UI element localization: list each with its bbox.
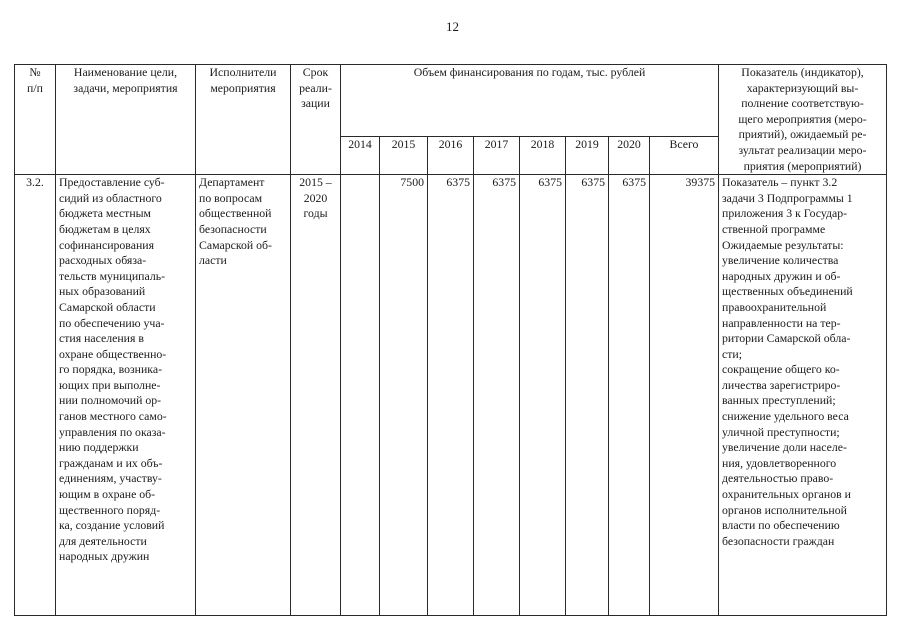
funding-value-2015: 7500 (380, 175, 428, 616)
funding-value-2016: 6375 (428, 175, 474, 616)
page-number: 12 (446, 19, 459, 34)
year-header: 2018 (520, 136, 566, 174)
table-row (15, 175, 887, 616)
year-header: 2020 (609, 136, 650, 174)
header-name: Наименование цели, задачи, мероприятия (56, 65, 196, 175)
header-row (15, 65, 887, 137)
year-header: 2014 (341, 136, 380, 174)
measure-name: Предоставление суб- сидий из областного бюджета местным бюджетам в целях софинансирования расходных обяза- тельств муниципаль- ных образований Самарской области по обеспечению уча- стия населения в охране общественно- го порядка, возника- ющих при выполне- нии полномочий ор- ганов местного само- управления по оказа- нию поддержки гражданам и их объ- единениям, участву- ющим в охране об- щественного поряд- ка, создание условий для деятельности народных дружин (56, 175, 196, 616)
year-header: 2016 (428, 136, 474, 174)
header-num: № п/п (15, 65, 56, 175)
header-funding: Объем финансирования по годам, тыс. рублей (341, 65, 719, 137)
funding-value-total: 39375 (650, 175, 719, 616)
header-term: Срок реали- зации (291, 65, 341, 175)
measure-indicator: Показатель – пункт 3.2 задачи 3 Подпрограммы 1 приложения 3 к Государ- ственной программе Ожидаемые результаты: увеличение количества народных дружин и об- щественных объединений правоохранительной направленности на тер- ритории Самарской обла- сти; сокращение общего ко- личества зарегистриро- ванных преступлений; снижение удельного веса уличной преступности; увеличение доли населе- ния, удовлетворенного деятельностью право- охранительных органов и органов исполнительной власти по обеспечению безопасности граждан (719, 175, 887, 616)
funding-table (14, 64, 887, 616)
funding-value-2014 (341, 175, 380, 616)
year-header: 2017 (474, 136, 520, 174)
funding-value-2020: 6375 (609, 175, 650, 616)
year-header: 2019 (566, 136, 609, 174)
total-header: Всего (650, 136, 719, 174)
funding-value-2017: 6375 (474, 175, 520, 616)
measure-term: 2015 – 2020 годы (291, 175, 341, 616)
row-number: 3.2. (15, 175, 56, 616)
year-header: 2015 (380, 136, 428, 174)
funding-value-2018: 6375 (520, 175, 566, 616)
header-executor: Исполнители мероприятия (196, 65, 291, 175)
header-indicator: Показатель (индикатор), характеризующий вы- полнение соответствую- щего мероприятия (меро- приятий), ожидаемый ре- зультат реализации меро- приятия (мероприятий) (719, 65, 887, 175)
funding-value-2019: 6375 (566, 175, 609, 616)
measure-executor: Департамент по вопросам общественной безопасности Самарской об- ласти (196, 175, 291, 616)
